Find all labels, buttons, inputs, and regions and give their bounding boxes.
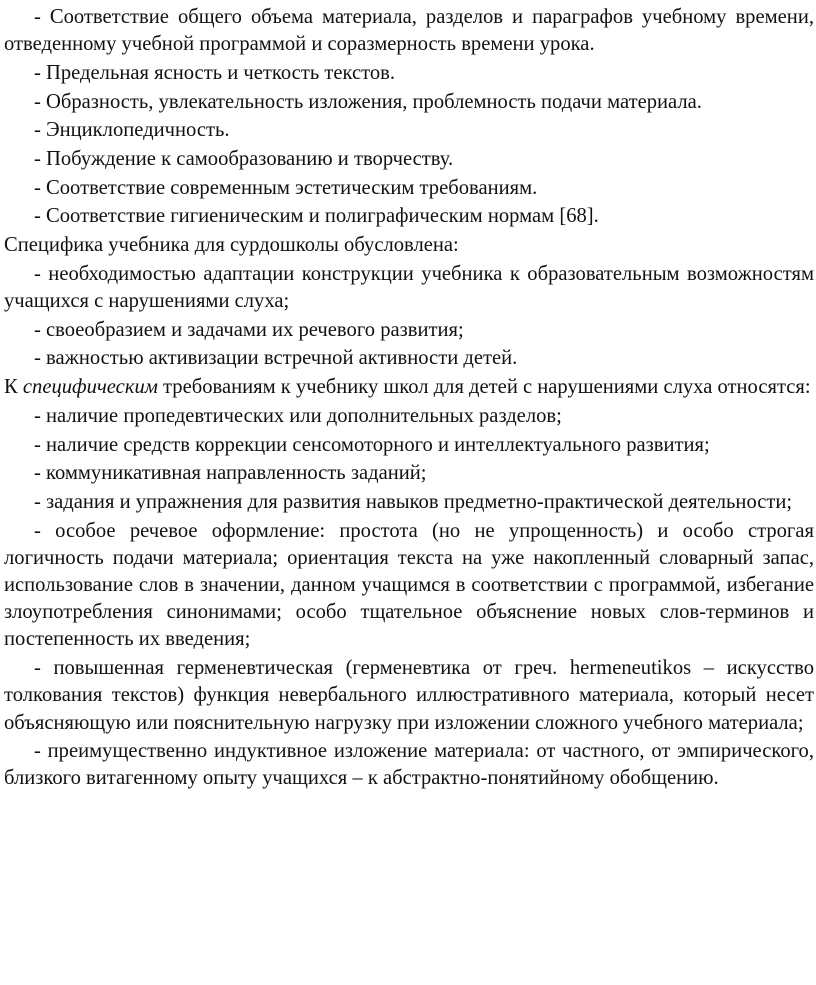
list-item: - преимущественно индуктивное изложение материала: от частного, от эмпирического, близкого витагенному опыту учащихся – к абстрактно-понятийному обобщению. [4,740,814,790]
list-item: - Предельная ясность и четкость текстов. [34,61,396,84]
list-item: - Соответствие общего объема материала, разделов и параграфов учебному времени, отведенному учебной программой и соразмерность времени урока. [4,6,814,56]
emphasis-word: специфическим [22,376,158,399]
list-item: - особое речевое оформление: простота (но не упрощенность) и особо строгая логичность подачи материала; ориентация текста на уже накопленный словарный запас, использование слов в значении, данном учащимся в соответствии с программой, избегание злоупотребления синонимами; особо тщательное объяснение новых слов-терминов и постепенность их введения; [4,519,814,651]
section-intro: Специфика учебника для сурдошколы обусловлена: [4,234,459,257]
intro-prefix: К [4,376,23,399]
intro-rest: требованиям к учебнику школ для детей с нарушениями слуха относятся: [157,376,811,399]
list-item: - Соответствие современным эстетическим требованиям. [34,176,538,199]
list-item: - коммуникативная направленность заданий; [34,462,427,485]
list-item: - Побуждение к самообразованию и творчеству. [34,148,454,171]
list-item: - повышенная герменевтическая (герменевтика от греч. hermeneutikos – искусство толкования текстов) функция невербального иллюстративного материала, который несет объясняющую или пояснительную нагрузку при изложении сложного учебного материала; [4,657,814,734]
list-item: - наличие пропедевтических или дополнительных разделов; [34,404,562,427]
list-item: - наличие средств коррекции сенсомоторного и интеллектуального развития; [34,433,710,456]
list-item: - Соответствие гигиеническим и полиграфическим нормам [68]. [34,205,599,228]
list-item: - задания и упражнения для развития навыков предметно-практической деятельности; [34,490,793,513]
list-item: - Энциклопедичность. [34,119,230,142]
list-item: - необходимостью адаптации конструкции учебника к образовательным возможностям учащихся с нарушениями слуха; [4,262,814,313]
list-item: - важностью активизации встречной активности детей. [34,347,518,370]
list-item: - своеобразием и задачами их речевого развития; [34,318,464,341]
list-item: - Образность, увлекательность изложения, проблемность подачи материала. [34,90,702,113]
specific-requirements-intro [4,374,814,401]
